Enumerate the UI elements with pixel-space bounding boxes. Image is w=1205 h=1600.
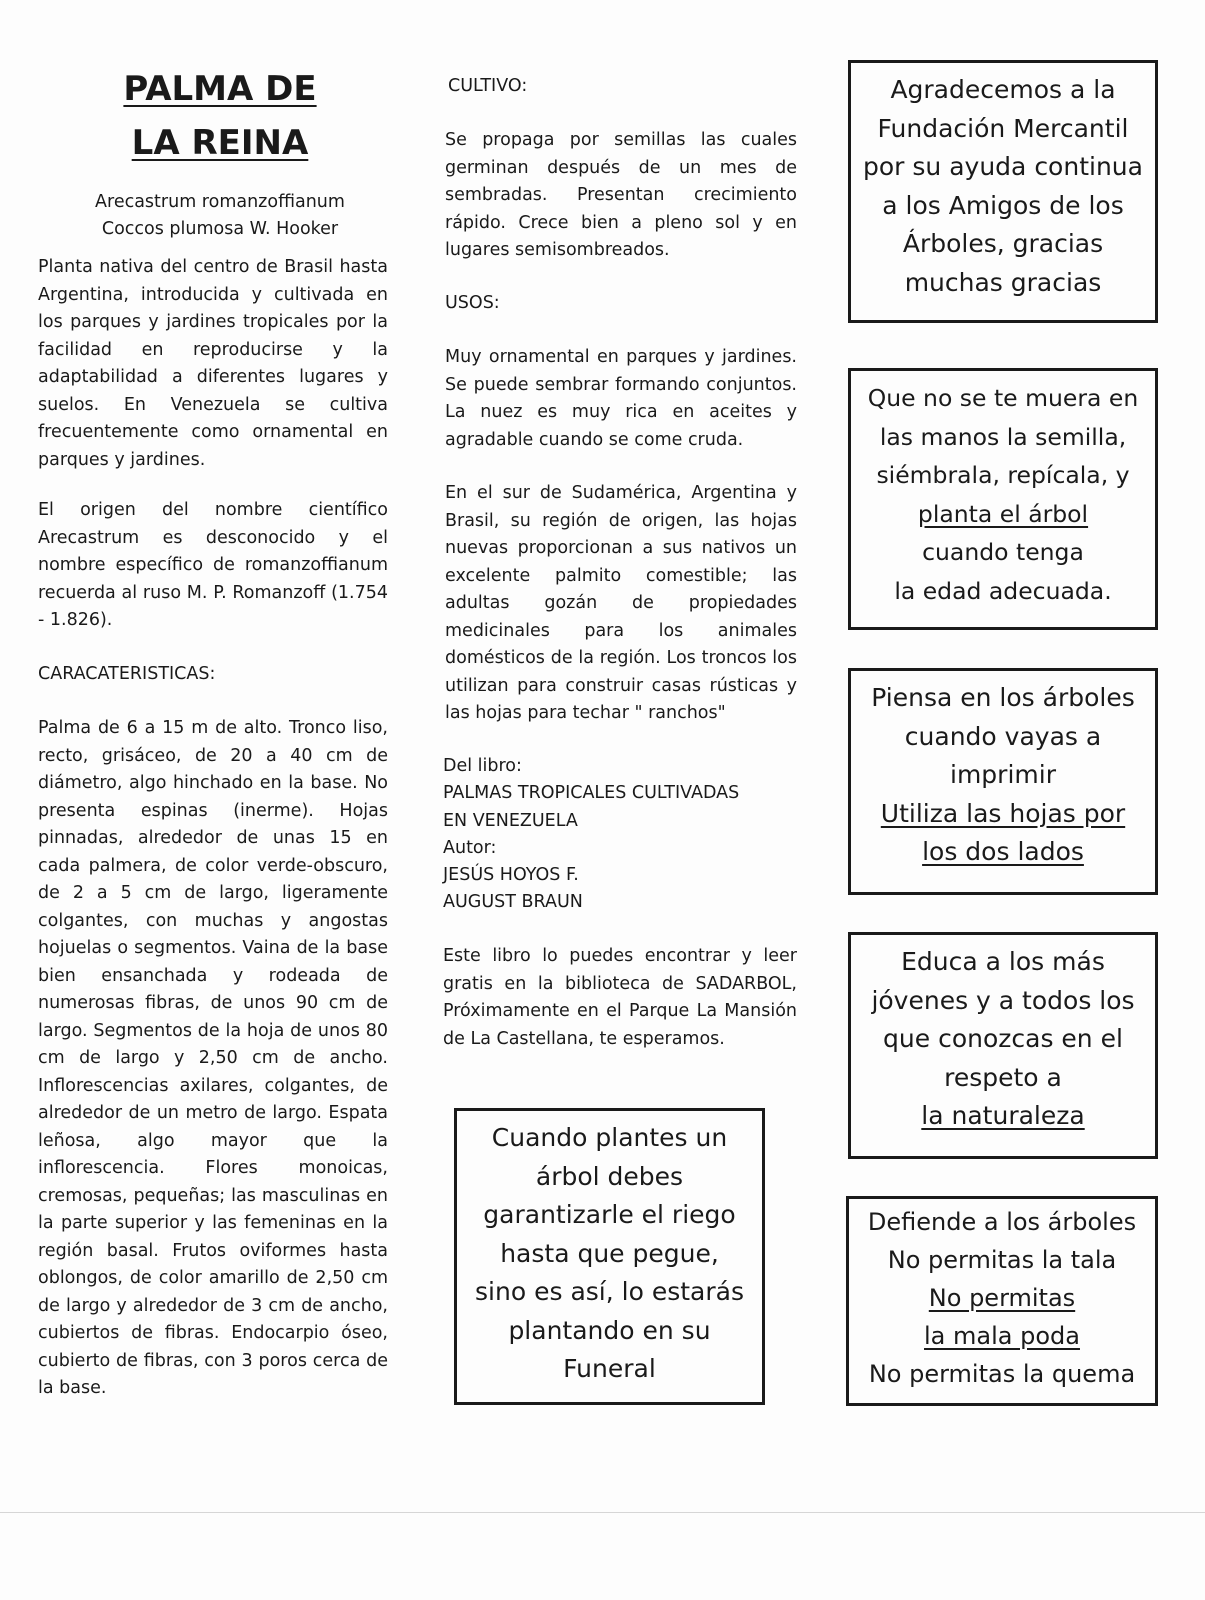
scientific-names xyxy=(40,189,400,243)
bottom-divider xyxy=(0,1512,1205,1513)
funeral-line-4: hasta que pegue, xyxy=(500,1238,719,1268)
cultivo-heading: CULTIVO: xyxy=(448,76,528,96)
funeral-line-1: Cuando plantes un xyxy=(491,1123,728,1152)
origin-paragraph: El origen del nombre científico Arecastrum es desconocido y el nombre específico de romanzoffianum recuerda al ruso M. P. Romanzoff (1.754 - 1.826). xyxy=(38,500,388,630)
seed-line-4: planta el árbol xyxy=(917,499,1089,528)
funeral-message-box xyxy=(454,1108,765,1405)
defend-line-2: No permitas la tala xyxy=(887,1246,1117,1274)
thanks-line-1: Agradecemos a la xyxy=(890,75,1116,104)
educate-message-box xyxy=(848,932,1158,1159)
educate-line-1: Educa a los más xyxy=(901,947,1105,976)
scientific-name-2: Coccos plumosa W. Hooker xyxy=(101,219,339,239)
educate-line-4: respeto a xyxy=(944,1062,1062,1092)
cultivo-paragraph: Se propaga por semillas las cuales germinan después de un mes de sembradas. Presentan crecimiento rápido. Crece bien a pleno sol y en lugares semisombreados. xyxy=(445,130,797,260)
thanks-line-4: a los Amigos de los xyxy=(882,190,1124,220)
educate-line-5: la naturaleza xyxy=(921,1101,1085,1130)
scientific-name-1: Arecastrum romanzoffianum xyxy=(95,192,345,212)
funeral-line-7: Funeral xyxy=(563,1354,656,1383)
print-line-5: los dos lados xyxy=(922,837,1084,866)
book-reference xyxy=(443,753,739,917)
funeral-line-6: plantando en su xyxy=(508,1315,711,1345)
funeral-line-3: garantizarle el riego xyxy=(483,1200,736,1229)
book-from-label: Del libro: xyxy=(443,756,522,776)
educate-line-3: que conozcas en el xyxy=(883,1024,1123,1053)
seed-message-box xyxy=(848,368,1158,630)
defend-line-4: la mala poda xyxy=(924,1322,1080,1350)
seed-line-3: siémbrala, repícala, y xyxy=(876,461,1130,489)
print-line-1: Piensa en los árboles xyxy=(871,683,1135,712)
book-title-line-1: PALMAS TROPICALES CULTIVADAS xyxy=(443,783,740,804)
title-line-1: PALMA DE xyxy=(123,69,317,109)
characteristics-paragraph: Palma de 6 a 15 m de alto. Tronco liso, recto, grisáceo, de 20 a 40 cm de diámetro, algo hinchado en la base. No presenta espinas (inerme). Hojas pinnadas, alrededor de unas 15 en cada palmera, de color verde-obscuro, de 2 a 5 cm de largo, ligeramente colgantes, con muchas y angostas hojuelas o segmentos. Vaina de la base bien ensanchada y rodeada de numerosas fibras, de unos 90 cm de largo. Segmentos de la hoja de unos 80 cm de largo y 2,50 cm de ancho. Inflorescencias axilares, colgantes, de alrededor de un metro de largo. Espata leñosa, algo mayor que la inflorescencia. Flores monoicas, cremosas, pequeñas; las masculinas en la parte superior y las femeninas en la región basal. Frutos oviformes hasta oblongos, de color amarillo de 2,50 cm de largo y alrededor de 3 cm de ancho, cubiertos de fibras. Endocarpio óseo, cubierto de fibras, con 3 poros cerca de la base. xyxy=(38,718,388,1398)
seed-line-1: Que no se te muera en xyxy=(867,384,1139,412)
thanks-line-3: por su ayuda continua xyxy=(863,152,1143,181)
print-message-box xyxy=(848,668,1158,895)
book-author-label: Autor: xyxy=(443,837,497,858)
print-line-3: imprimir xyxy=(950,760,1056,789)
funeral-line-5: sino es así, lo estarás xyxy=(475,1277,744,1306)
seed-line-5: cuando tenga xyxy=(922,538,1084,566)
thanks-message-box xyxy=(848,60,1158,323)
region-paragraph: En el sur de Sudamérica, Argentina y Brasil, su región de origen, las hojas nuevas proporcionan a sus nativos un excelente palmito comestible; las adultas gozán de propiedades medicinales para los animales domésticos de la región. Los troncos los utilizan para construir casas rústicas y las hojas para techar " ranchos" xyxy=(445,483,797,723)
print-line-2: cuando vayas a xyxy=(904,721,1102,751)
characteristics-heading: CARACATERISTICAS: xyxy=(38,664,216,684)
seed-line-2: las manos la semilla, xyxy=(879,422,1127,451)
usos-heading: USOS: xyxy=(445,293,500,313)
usos-paragraph: Muy ornamental en parques y jardines. Se puede sembrar formando conjuntos. La nuez es muy rica en aceites y agradable cuando se come cruda. xyxy=(445,347,797,450)
defend-line-1: Defiende a los árboles xyxy=(867,1208,1137,1236)
defend-line-3: No permitas xyxy=(928,1284,1076,1312)
thanks-line-5: Árboles, gracias xyxy=(902,229,1104,258)
educate-line-2: jóvenes y a todos los xyxy=(871,985,1135,1015)
seed-line-6: la edad adecuada. xyxy=(894,576,1112,605)
funeral-line-2: árbol debes xyxy=(535,1161,684,1191)
intro-paragraph: Planta nativa del centro de Brasil hasta Argentina, introducida y cultivada en los parques y jardines tropicales por la facilidad en reproducirse y la adaptabilidad a diferentes lugares y suelos. En Venezuela se cultiva frecuentemente como ornamental en parques y jardines. xyxy=(38,257,388,470)
print-line-4: Utiliza las hojas por xyxy=(880,798,1126,828)
title-line-2: LA REINA xyxy=(131,123,309,163)
book-author-1: JESÚS HOYOS F. xyxy=(443,865,579,886)
defend-line-5: No permitas la quema xyxy=(868,1360,1136,1388)
page-title xyxy=(100,62,340,170)
book-author-2: AUGUST BRAUN xyxy=(443,892,583,913)
book-title-line-2: EN VENEZUELA xyxy=(443,810,578,831)
defend-message-box xyxy=(846,1196,1158,1406)
library-paragraph: Este libro lo puedes encontrar y leer gratis en la biblioteca de SADARBOL, Próximamente en el Parque La Mansión de La Castellana, te esperamos. xyxy=(443,946,797,1049)
thanks-line-6: muchas gracias xyxy=(904,267,1102,297)
thanks-line-2: Fundación Mercantil xyxy=(877,113,1129,143)
